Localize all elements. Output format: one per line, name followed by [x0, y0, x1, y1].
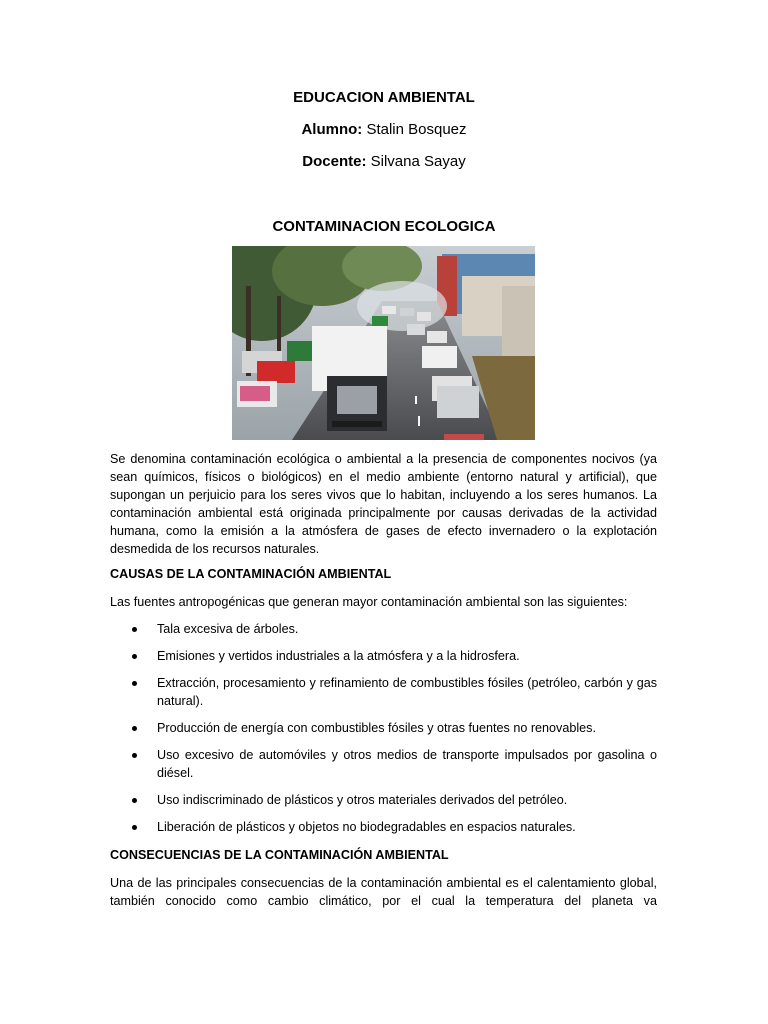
- bullet-icon: [132, 627, 137, 632]
- bullet-icon: [132, 825, 137, 830]
- list-item: Producción de energía con combustibles fósiles y otras fuentes no renovables.: [110, 719, 657, 737]
- list-item: Tala excesiva de árboles.: [110, 620, 657, 638]
- teacher-label: Docente:: [302, 153, 367, 170]
- document-title: EDUCACION AMBIENTAL: [293, 89, 475, 106]
- student-line: [0, 120, 768, 140]
- teacher-line: [0, 152, 768, 172]
- bullet-icon: [132, 798, 137, 803]
- teacher-name: Silvana Sayay: [366, 153, 466, 170]
- list-item: Extracción, procesamiento y refinamiento de combustibles fósiles (petróleo, carbón y gas natural).: [110, 674, 657, 710]
- list-item: Emisiones y vertidos industriales a la atmósfera y a la hidrosfera.: [110, 647, 657, 665]
- bullet-icon: [132, 681, 137, 686]
- student-label: Alumno:: [301, 121, 363, 138]
- list-item: Liberación de plásticos y objetos no biodegradables en espacios naturales.: [110, 818, 657, 836]
- consequences-paragraph: Una de las principales consecuencias de la contaminación ambiental es el calentamiento global, también conocido como cambio climático, por el cual la temperatura del planeta va: [110, 876, 657, 908]
- intro-text: Se denomina contaminación ecológica o ambiental a la presencia de componentes nocivos (ya sean químicos, físicos o biológicos) en el medio ambiente (entorno natural y artificial), que supongan un perjuicio para los seres vivos que lo habitan, incluyendo a los seres humanos. La contaminación ambiental está originada principalmente por causas derivadas de la actividad humana, como la emisión a la atmósfera de gases de efecto invernadero o la explotación desmedida de los recursos naturales.: [110, 452, 657, 556]
- list-item: Uso excesivo de automóviles y otros medios de transporte impulsados por gasolina o diésel.: [110, 746, 657, 782]
- consequences-heading: CONSECUENCIAS DE LA CONTAMINACIÓN AMBIENTAL: [110, 848, 449, 862]
- bullet-icon: [132, 726, 137, 731]
- causes-list: [110, 620, 657, 836]
- section-title: CONTAMINACION ECOLOGICA: [272, 218, 496, 235]
- intro-paragraph: [110, 450, 657, 558]
- bullet-icon: [132, 654, 137, 659]
- bullet-icon: [132, 753, 137, 758]
- causes-intro: Las fuentes antropogénicas que generan mayor contaminación ambiental son las siguientes:: [110, 595, 628, 609]
- student-name: Stalin Bosquez: [362, 121, 467, 138]
- causes-heading: CAUSAS DE LA CONTAMINACIÓN AMBIENTAL: [110, 567, 392, 581]
- traffic-jam-photo: [232, 246, 535, 440]
- list-item: Uso indiscriminado de plásticos y otros materiales derivados del petróleo.: [110, 791, 657, 809]
